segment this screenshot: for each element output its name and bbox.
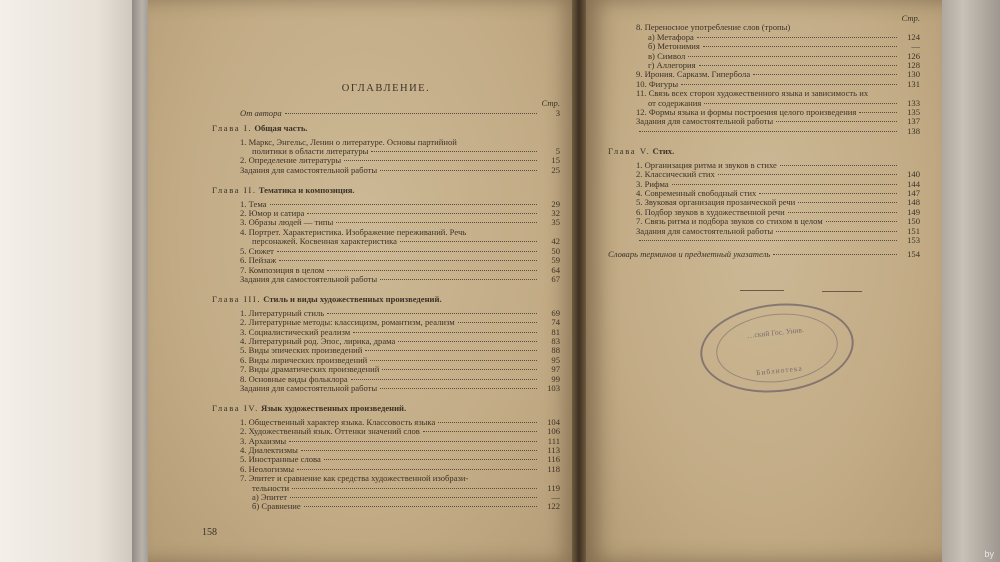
chapter-title: Стиль и виды художественных произведений. xyxy=(263,294,442,305)
toc-entry-page: 88 xyxy=(551,345,560,356)
toc-entry xyxy=(212,156,560,165)
toc-entry-page: 154 xyxy=(907,249,920,260)
toc-entry-text: 10. Фигуры xyxy=(636,79,679,89)
leader-dots xyxy=(380,170,537,171)
toc-entry-page: 150 xyxy=(907,216,920,227)
toc-entry xyxy=(608,127,920,136)
toc-entry-text: 3. Рифма xyxy=(636,179,669,189)
toc-entry-page: 133 xyxy=(907,97,920,108)
toc-entry-text: 5. Виды эпических произведений xyxy=(240,346,363,356)
toc-entry-text: 5. Иностранные слова xyxy=(240,455,321,465)
chapter-label: Глава III. xyxy=(212,294,262,305)
toc-entry-text: 9. Ирония. Сарказм. Гипербола xyxy=(636,70,751,80)
toc-entry xyxy=(212,275,560,284)
leader-dots xyxy=(458,322,537,323)
toc-entry-text: Словарь терминов и предметный указатель xyxy=(608,250,771,260)
toc-entry-page: 15 xyxy=(551,155,560,166)
toc-entry-text: 12. Формы языка и формы построения целого произведения xyxy=(636,108,857,118)
toc-entry-page: 113 xyxy=(547,445,560,455)
leader-dots xyxy=(301,450,537,451)
toc-entry-dictionary xyxy=(608,250,920,259)
chapter-heading xyxy=(212,124,560,133)
toc-entry-author xyxy=(212,109,560,118)
toc-entry xyxy=(212,200,560,209)
leader-dots xyxy=(292,488,537,489)
leader-dots xyxy=(681,84,897,85)
chapter-list xyxy=(212,124,560,517)
leader-dots xyxy=(639,240,897,241)
toc-entry-text: 5. Звуковая организация прозаической речи xyxy=(636,198,796,208)
toc-entry xyxy=(212,218,560,227)
toc-entry-text: 3. Социалистический реализм xyxy=(240,327,351,337)
toc-entry-text: 4. Диалектизмы xyxy=(240,446,298,455)
toc-entry xyxy=(212,328,560,337)
toc-entry-page: 103 xyxy=(547,382,560,393)
toc-entry-text: 7. Связь ритма и подбора звуков со стихом в целом xyxy=(636,217,823,227)
toc-entry xyxy=(212,375,560,384)
toc-entry-page: — xyxy=(911,41,920,52)
leader-dots xyxy=(327,270,537,271)
leader-dots xyxy=(788,212,897,213)
toc-entry-page: 151 xyxy=(907,225,920,236)
toc-entry-text: 7. Композиция в целом xyxy=(240,265,325,275)
stamp-text-bottom: Библиотека xyxy=(755,363,804,378)
spacer xyxy=(212,512,560,517)
leader-dots xyxy=(289,441,537,442)
toc-entry-text: Задания для самостоятельной работы xyxy=(240,165,378,175)
toc-entry-text: а) Эпитет xyxy=(252,493,288,503)
leader-dots xyxy=(423,431,537,432)
divider-rule xyxy=(740,290,784,291)
toc-entry-text: в) Символ xyxy=(648,51,686,61)
toc-entry-page: 29 xyxy=(551,198,560,209)
toc-entry-page: 131 xyxy=(907,78,920,89)
toc-heading: ОГЛАВЛЕНИЕ. xyxy=(341,83,431,94)
toc-entry-text: 1. Тема xyxy=(240,199,267,209)
leader-dots xyxy=(859,112,897,113)
toc-entry-page: 116 xyxy=(547,454,560,465)
toc-entry-page: 74 xyxy=(551,317,560,328)
toc-entry-page: 83 xyxy=(551,335,560,346)
toc-entry-page: 104 xyxy=(547,416,560,427)
toc-entry-page: 126 xyxy=(907,50,920,61)
toc-entry-text: 5. Сюжет xyxy=(240,246,274,256)
chapter-title: Язык художественных произведений. xyxy=(261,403,407,414)
toc-entry xyxy=(212,437,560,446)
toc-entry-text: 6. Подбор звуков в художественной речи xyxy=(636,207,785,217)
toc-entry-continuation xyxy=(212,484,560,493)
toc-entry-page: 3 xyxy=(555,107,560,118)
chapter-heading xyxy=(212,295,560,304)
toc-entry-text: 4. Современный свободный стих xyxy=(636,188,757,198)
toc-entry-text: 2. Юмор и сатира xyxy=(240,209,305,219)
toc-entry-page: 69 xyxy=(551,307,560,318)
toc-entry-text: г) Аллегория xyxy=(648,61,696,71)
toc-entry xyxy=(212,247,560,256)
toc-entry-text: 6. Виды лирических произведений xyxy=(240,355,368,365)
book-cover-right-edge xyxy=(938,0,1000,562)
toc-entry-text: 1. Организация ритма и звуков в стихе xyxy=(636,160,777,170)
toc-entry-page: 95 xyxy=(551,354,560,365)
toc-entry-text: Задания для самостоятельной работы xyxy=(636,226,774,236)
chapter-heading xyxy=(212,186,560,195)
toc-entry xyxy=(212,337,560,346)
leader-dots xyxy=(304,506,537,507)
leader-dots xyxy=(759,193,897,194)
leader-dots xyxy=(672,184,897,185)
toc-entry xyxy=(608,198,920,207)
toc-entry-text: 1. Общественный характер языка. Классовость языка xyxy=(240,417,436,427)
toc-entry-page: 99 xyxy=(551,373,560,384)
toc-entry-text: 4. Литературный род. Эпос, лирика, драма xyxy=(240,336,396,346)
toc-entry-text: 2. Художественный язык. Оттенки значений слов xyxy=(240,427,420,437)
toc-entry xyxy=(608,180,920,189)
toc-entry-continuation xyxy=(212,237,560,246)
toc-entry-page: 64 xyxy=(551,264,560,275)
toc-entry-page: 106 xyxy=(547,426,560,437)
toc-entry-page: 122 xyxy=(547,501,560,512)
toc-entry xyxy=(608,161,920,170)
toc-entry-page: 25 xyxy=(551,164,560,175)
toc-entry-text: 11. Связь всех сторон художественного языка и зависимость их xyxy=(636,89,869,99)
toc-entry xyxy=(608,33,920,42)
toc-entry-continuation xyxy=(608,99,920,108)
toc-entry xyxy=(608,61,920,70)
leader-dots xyxy=(826,221,897,222)
toc-entry-text: 3. Архаизмы xyxy=(240,436,287,446)
leader-dots xyxy=(780,165,897,166)
toc-entry xyxy=(212,356,560,365)
toc-entry-text: 6. Пейзаж xyxy=(240,256,277,266)
spacer xyxy=(212,284,560,289)
leader-dots xyxy=(718,174,897,175)
toc-entry-page: 42 xyxy=(551,236,560,247)
spacer xyxy=(212,393,560,398)
leader-dots xyxy=(285,113,537,114)
leader-dots xyxy=(370,360,537,361)
leader-dots xyxy=(697,37,897,38)
toc-entry-page: 135 xyxy=(907,107,920,118)
toc-entry-page: — xyxy=(551,492,560,503)
toc-entry-text: Задания для самостоятельной работы xyxy=(240,274,378,284)
leader-dots xyxy=(327,313,537,314)
toc-entry xyxy=(212,418,560,427)
leader-dots xyxy=(382,369,537,370)
leader-dots xyxy=(324,459,537,460)
chapter-label: Глава IV. xyxy=(212,403,259,414)
leader-dots xyxy=(380,279,537,280)
leader-dots xyxy=(776,121,897,122)
toc-entry xyxy=(212,465,560,474)
toc-entry xyxy=(608,170,920,179)
toc-entry-text: персонажей. Косвенная характеристика xyxy=(252,237,397,247)
toc-entry xyxy=(608,42,920,51)
entry-list xyxy=(608,23,920,141)
chapter-title: Стих. xyxy=(652,146,675,157)
toc-entry xyxy=(608,108,920,117)
watermark: by xyxy=(984,549,994,559)
toc-entry-page: 67 xyxy=(551,273,560,284)
toc-entry xyxy=(212,346,560,355)
leader-dots xyxy=(688,56,897,57)
toc-entry xyxy=(608,89,920,98)
toc-entry-page: 149 xyxy=(907,206,920,217)
stamp-text-top: …ский Гос. Унив. xyxy=(746,325,805,341)
toc-entry-text: 3. Образы людей — типы xyxy=(240,218,334,228)
toc-entry-text: 8. Основные виды фольклора xyxy=(240,374,348,384)
toc-entry xyxy=(212,209,560,218)
toc-entry-page: 140 xyxy=(907,169,920,180)
toc-entry-text: 1. Литературный стиль xyxy=(240,308,325,318)
toc-entry-page: 148 xyxy=(907,197,920,208)
leader-dots xyxy=(307,213,537,214)
chapter-label: Глава I. xyxy=(212,123,253,134)
toc-entry xyxy=(212,166,560,175)
toc-entry xyxy=(608,208,920,217)
chapter-heading xyxy=(212,404,560,413)
leader-dots xyxy=(753,74,897,75)
toc-entry-page: 138 xyxy=(907,125,920,136)
toc-entry xyxy=(212,502,560,511)
toc-entry-text: 7. Эпитет и сравнение как средства художественной изобрази- xyxy=(240,474,469,484)
toc-entry xyxy=(212,365,560,374)
toc-entry-page: 118 xyxy=(547,463,560,474)
chapter-label: Глава II. xyxy=(212,185,257,196)
toc-entry-page: 124 xyxy=(907,31,920,42)
toc-entry-text: Задания для самостоятельной работы xyxy=(636,117,774,127)
toc-entry xyxy=(212,446,560,455)
toc-entry-text: 2. Классический стих xyxy=(636,170,715,180)
page-number: 158 xyxy=(202,527,217,538)
toc-entry xyxy=(608,189,920,198)
toc-entry-page: 130 xyxy=(907,69,920,80)
page-column-label: Стр. xyxy=(901,13,920,23)
book-gutter xyxy=(572,0,586,562)
leader-dots xyxy=(773,254,897,255)
leader-dots xyxy=(438,422,537,423)
toc-entry-text: 8. Переносное употребление слов (тропы) xyxy=(636,23,791,33)
toc-entry xyxy=(608,70,920,79)
leader-dots xyxy=(380,388,537,389)
toc-entry-text: От автора xyxy=(240,108,282,118)
toc-entry-page: 147 xyxy=(907,187,920,198)
toc-entry-text: 2. Определение литературы xyxy=(240,156,342,166)
toc-entry-page: 97 xyxy=(551,364,560,375)
spacer xyxy=(608,136,920,141)
toc-entry xyxy=(608,80,920,89)
leader-dots xyxy=(400,241,537,242)
toc-entry xyxy=(608,227,920,236)
toc-entry xyxy=(212,228,560,237)
toc-entry-text: 2. Литературные методы: классицизм, романтизм, реализм xyxy=(240,318,455,328)
background-left xyxy=(0,0,140,562)
leader-dots xyxy=(344,160,537,161)
page-column-label: Стр. xyxy=(541,98,560,109)
divider-rule xyxy=(822,291,862,292)
table-of-contents-right xyxy=(608,14,920,260)
leader-dots xyxy=(351,379,537,380)
leader-dots xyxy=(270,204,537,205)
chapter-heading xyxy=(608,147,920,156)
toc-entry xyxy=(212,474,560,483)
toc-entry xyxy=(608,117,920,126)
toc-entry-text: б) Метонимия xyxy=(648,42,700,52)
toc-entry xyxy=(212,427,560,436)
leader-dots xyxy=(699,65,897,66)
leader-dots xyxy=(297,469,537,470)
leader-dots xyxy=(776,231,897,232)
toc-entry-page: 32 xyxy=(551,208,560,219)
toc-entry xyxy=(212,266,560,275)
chapter-title: Тематика и композиция. xyxy=(258,185,355,196)
toc-entry xyxy=(608,236,920,245)
leader-dots xyxy=(639,131,897,132)
toc-entry-page: 119 xyxy=(547,482,560,493)
toc-entry-text: 4. Портрет. Характеристика. Изображение переживаний. Речь xyxy=(240,227,467,237)
toc-entry-text: 7. Виды драматических произведений xyxy=(240,365,380,375)
toc-entry-text: политики в области литературы xyxy=(252,147,369,157)
toc-entry xyxy=(608,52,920,61)
leader-dots xyxy=(703,46,897,47)
toc-entry xyxy=(212,455,560,464)
toc-entry xyxy=(608,217,920,226)
toc-entry xyxy=(212,318,560,327)
toc-entry-continuation xyxy=(212,147,560,156)
leader-dots xyxy=(336,222,537,223)
toc-entry xyxy=(212,309,560,318)
toc-entry-page: 153 xyxy=(907,234,920,245)
toc-entry-page: 35 xyxy=(551,217,560,228)
leader-dots xyxy=(371,151,537,152)
toc-entry-text: тельности xyxy=(252,483,290,493)
leader-dots xyxy=(704,103,897,104)
toc-entry xyxy=(212,138,560,147)
toc-entry-text: от содержания xyxy=(648,98,702,108)
toc-entry-text: а) Метафора xyxy=(648,32,694,42)
chapter-title: Общая часть. xyxy=(254,123,308,134)
toc-entry xyxy=(212,256,560,265)
toc-entry-page: 50 xyxy=(551,245,560,256)
leader-dots xyxy=(353,332,537,333)
toc-entry-page: 5 xyxy=(555,146,560,157)
leader-dots xyxy=(365,350,537,351)
toc-entry-text: 1. Маркс, Энгельс, Ленин о литературе. Основы партийной xyxy=(240,137,457,147)
toc-entry-text: Задания для самостоятельной работы xyxy=(240,383,378,393)
toc-entry-page: 111 xyxy=(547,435,560,446)
toc-entry-text: б) Сравнение xyxy=(252,502,301,512)
toc-entry xyxy=(608,23,920,32)
leader-dots xyxy=(398,341,537,342)
toc-entry-page: 137 xyxy=(907,116,920,127)
toc-entry-page: 128 xyxy=(907,60,920,71)
toc-entry-text: 6. Неологизмы xyxy=(240,464,294,474)
leader-dots xyxy=(279,260,537,261)
leader-dots xyxy=(277,251,537,252)
toc-entry xyxy=(212,384,560,393)
entry-list xyxy=(608,161,920,251)
toc-entry xyxy=(212,493,560,502)
table-of-contents-left xyxy=(212,84,560,517)
toc-entry-page: 81 xyxy=(551,326,560,337)
spacer xyxy=(212,175,560,180)
leader-dots xyxy=(798,202,897,203)
chapter-label: Глава V. xyxy=(608,146,651,157)
toc-entry-page: 59 xyxy=(551,255,560,266)
leader-dots xyxy=(290,497,537,498)
toc-entry-page: 144 xyxy=(907,178,920,189)
